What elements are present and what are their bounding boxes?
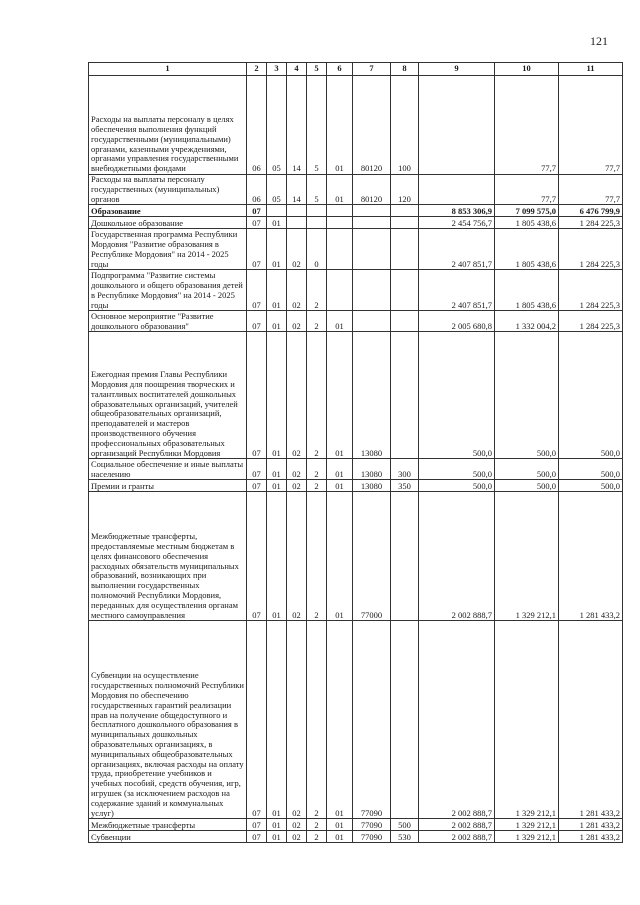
row-code: 120	[391, 175, 419, 205]
column-header: 8	[391, 63, 419, 76]
row-name: Расходы на выплаты персоналу государственных (муниципальных) органов	[89, 175, 247, 205]
row-amount: 77,7	[495, 76, 559, 175]
row-name: Межбюджетные трансферты, предоставляемые местным бюджетам в целях финансового обеспечения расходных обязательств муниципальных образований, возникающих при выполнении государственных полномочий Республики Мордовия, переданных для осуществления органам местного самоуправления	[89, 492, 247, 621]
row-code: 14	[287, 76, 307, 175]
row-code: 07	[247, 217, 267, 229]
row-code: 01	[267, 217, 287, 229]
table-row	[89, 332, 623, 459]
row-code: 01	[267, 621, 287, 819]
row-name: Основное мероприятие "Развитие дошкольного образования"	[89, 311, 247, 332]
row-code: 2	[307, 621, 327, 819]
column-header: 4	[287, 63, 307, 76]
row-code: 02	[287, 270, 307, 311]
row-amount: 2 002 888,7	[419, 621, 495, 819]
row-amount: 500,0	[559, 332, 623, 459]
column-header: 9	[419, 63, 495, 76]
row-name: Социальное обеспечение и иные выплаты населению	[89, 459, 247, 480]
row-code: 01	[267, 229, 287, 270]
row-name: Субвенции	[89, 831, 247, 843]
table-header-row	[89, 63, 623, 76]
row-amount: 500,0	[559, 480, 623, 492]
row-code	[353, 205, 391, 217]
row-code: 13080	[353, 332, 391, 459]
row-code: 77090	[353, 819, 391, 831]
row-code	[327, 205, 353, 217]
row-code: 07	[247, 205, 267, 217]
column-header: 7	[353, 63, 391, 76]
row-code	[391, 492, 419, 621]
row-code: 02	[287, 831, 307, 843]
row-code: 01	[327, 492, 353, 621]
row-amount: 77,7	[559, 175, 623, 205]
row-amount: 500,0	[495, 332, 559, 459]
row-code: 5	[307, 76, 327, 175]
row-code: 77090	[353, 831, 391, 843]
row-code: 01	[327, 831, 353, 843]
row-amount: 1 281 433,2	[559, 819, 623, 831]
row-code	[391, 270, 419, 311]
row-name: Дошкольное образование	[89, 217, 247, 229]
row-code: 01	[327, 480, 353, 492]
table-row	[89, 459, 623, 480]
row-amount: 1 805 438,6	[495, 270, 559, 311]
row-code: 07	[247, 831, 267, 843]
row-code: 01	[267, 459, 287, 480]
column-header: 2	[247, 63, 267, 76]
row-amount	[419, 175, 495, 205]
row-code: 14	[287, 175, 307, 205]
column-header: 10	[495, 63, 559, 76]
row-code: 07	[247, 332, 267, 459]
row-code: 100	[391, 76, 419, 175]
row-code	[287, 205, 307, 217]
row-code: 01	[267, 311, 287, 332]
column-header: 1	[89, 63, 247, 76]
row-amount: 500,0	[419, 332, 495, 459]
row-code: 2	[307, 819, 327, 831]
row-code	[391, 311, 419, 332]
table-row	[89, 480, 623, 492]
row-amount: 2 407 851,7	[419, 270, 495, 311]
row-code	[307, 205, 327, 217]
row-amount: 2 002 888,7	[419, 831, 495, 843]
row-code: 01	[267, 270, 287, 311]
table-row	[89, 175, 623, 205]
row-amount: 2 002 888,7	[419, 819, 495, 831]
row-code: 80120	[353, 175, 391, 205]
table-row	[89, 229, 623, 270]
row-name: Ежегодная премия Главы Республики Мордовия для поощрения творческих и талантливых воспитателей дошкольных образовательных организаций, учителей общеобразовательных организаций, преподавателей и мастеров производственного обучения профессиональных образовательных организаций Республики Мордовия	[89, 332, 247, 459]
row-code: 02	[287, 332, 307, 459]
row-code	[353, 217, 391, 229]
row-code	[327, 229, 353, 270]
row-code: 350	[391, 480, 419, 492]
row-amount: 1 329 212,1	[495, 819, 559, 831]
row-code: 01	[267, 831, 287, 843]
row-code: 5	[307, 175, 327, 205]
row-code	[391, 217, 419, 229]
row-amount: 77,7	[495, 175, 559, 205]
row-code: 2	[307, 332, 327, 459]
row-code: 05	[267, 175, 287, 205]
row-code: 500	[391, 819, 419, 831]
row-code: 77090	[353, 621, 391, 819]
row-code: 2	[307, 480, 327, 492]
row-code: 2	[307, 492, 327, 621]
row-amount: 2 407 851,7	[419, 229, 495, 270]
row-amount: 1 281 433,2	[559, 831, 623, 843]
table-row	[89, 205, 623, 217]
row-amount: 2 002 888,7	[419, 492, 495, 621]
row-code: 07	[247, 492, 267, 621]
row-code: 02	[287, 311, 307, 332]
row-amount: 1 805 438,6	[495, 229, 559, 270]
row-code	[307, 217, 327, 229]
row-code: 02	[287, 480, 307, 492]
table-row	[89, 492, 623, 621]
row-code: 01	[327, 459, 353, 480]
row-code: 07	[247, 311, 267, 332]
row-code: 07	[247, 621, 267, 819]
row-code: 13080	[353, 480, 391, 492]
row-code: 01	[327, 332, 353, 459]
row-amount: 2 005 680,8	[419, 311, 495, 332]
row-code	[327, 217, 353, 229]
row-name: Расходы на выплаты персоналу в целях обеспечения выполнения функций государственными (муниципальными) органами, казенными учреждениями, органами управления государственными внебюджетными фондами	[89, 76, 247, 175]
row-amount: 1 329 212,1	[495, 621, 559, 819]
table-row	[89, 76, 623, 175]
row-code: 2	[307, 311, 327, 332]
row-code: 06	[247, 175, 267, 205]
row-name: Подпрограмма "Развитие системы дошкольного и общего образования детей в Республике Мордовия" на 2014 - 2025 годы	[89, 270, 247, 311]
row-amount: 1 329 212,1	[495, 831, 559, 843]
page-number: 121	[590, 34, 608, 48]
row-amount: 1 805 438,6	[495, 217, 559, 229]
row-amount: 6 476 799,9	[559, 205, 623, 217]
row-code: 02	[287, 819, 307, 831]
row-amount: 1 329 212,1	[495, 492, 559, 621]
table-row	[89, 819, 623, 831]
table-row	[89, 270, 623, 311]
table-row	[89, 621, 623, 819]
row-code: 01	[267, 480, 287, 492]
column-header: 5	[307, 63, 327, 76]
row-code: 02	[287, 621, 307, 819]
budget-table	[88, 62, 623, 843]
row-code: 2	[307, 831, 327, 843]
table-row	[89, 831, 623, 843]
row-code: 2	[307, 270, 327, 311]
row-code: 530	[391, 831, 419, 843]
column-header: 3	[267, 63, 287, 76]
row-amount: 500,0	[495, 480, 559, 492]
row-amount: 500,0	[419, 480, 495, 492]
row-name: Образование	[89, 205, 247, 217]
row-amount: 1 332 004,2	[495, 311, 559, 332]
row-code: 06	[247, 76, 267, 175]
row-code: 77000	[353, 492, 391, 621]
row-code	[353, 311, 391, 332]
row-name: Субвенции на осуществление государственных полномочий Республики Мордовия по обеспечению государственных гарантий реализации прав на получение общедоступного и бесплатного дошкольного образования в муниципальных дошкольных образовательных организациях, в муниципальных общеобразовательных организациях, включая расходы на оплату труда, приобретение учебников и учебных пособий, средств обучения, игр, игрушек (за исключением расходов на содержание зданий и коммунальных услуг)	[89, 621, 247, 819]
row-code: 2	[307, 459, 327, 480]
row-code	[327, 270, 353, 311]
row-code: 07	[247, 270, 267, 311]
row-code: 80120	[353, 76, 391, 175]
row-amount: 1 284 225,3	[559, 229, 623, 270]
row-code: 01	[267, 819, 287, 831]
row-code	[267, 205, 287, 217]
row-amount	[419, 76, 495, 175]
row-amount: 1 281 433,2	[559, 621, 623, 819]
row-name: Премии и гранты	[89, 480, 247, 492]
column-header: 6	[327, 63, 353, 76]
row-code: 07	[247, 480, 267, 492]
row-code: 01	[327, 76, 353, 175]
row-code: 01	[327, 819, 353, 831]
row-code: 01	[327, 311, 353, 332]
row-code: 01	[267, 332, 287, 459]
row-amount: 7 099 575,0	[495, 205, 559, 217]
row-name: Государственная программа Республики Мордовия "Развитие образования в Республике Мордовия" на 2014 - 2025 годы	[89, 229, 247, 270]
row-amount: 8 853 306,9	[419, 205, 495, 217]
table-row	[89, 217, 623, 229]
row-code: 02	[287, 459, 307, 480]
row-code: 07	[247, 229, 267, 270]
row-code: 13080	[353, 459, 391, 480]
column-header: 11	[559, 63, 623, 76]
row-code: 300	[391, 459, 419, 480]
row-code	[391, 205, 419, 217]
row-code: 07	[247, 819, 267, 831]
row-code: 05	[267, 76, 287, 175]
row-code	[353, 270, 391, 311]
row-code: 01	[327, 621, 353, 819]
table-row	[89, 311, 623, 332]
row-amount: 500,0	[559, 459, 623, 480]
row-amount: 500,0	[495, 459, 559, 480]
row-amount: 77,7	[559, 76, 623, 175]
row-amount: 1 284 225,3	[559, 311, 623, 332]
row-code: 07	[247, 459, 267, 480]
row-amount: 500,0	[419, 459, 495, 480]
row-code: 01	[267, 492, 287, 621]
row-amount: 1 284 225,3	[559, 270, 623, 311]
row-amount: 1 281 433,2	[559, 492, 623, 621]
row-amount: 2 454 756,7	[419, 217, 495, 229]
row-code: 01	[327, 175, 353, 205]
row-amount: 1 284 225,3	[559, 217, 623, 229]
row-code	[287, 217, 307, 229]
row-code: 0	[307, 229, 327, 270]
row-code	[391, 332, 419, 459]
row-name: Межбюджетные трансферты	[89, 819, 247, 831]
row-code: 02	[287, 492, 307, 621]
row-code	[391, 229, 419, 270]
row-code	[391, 621, 419, 819]
row-code: 02	[287, 229, 307, 270]
row-code	[353, 229, 391, 270]
